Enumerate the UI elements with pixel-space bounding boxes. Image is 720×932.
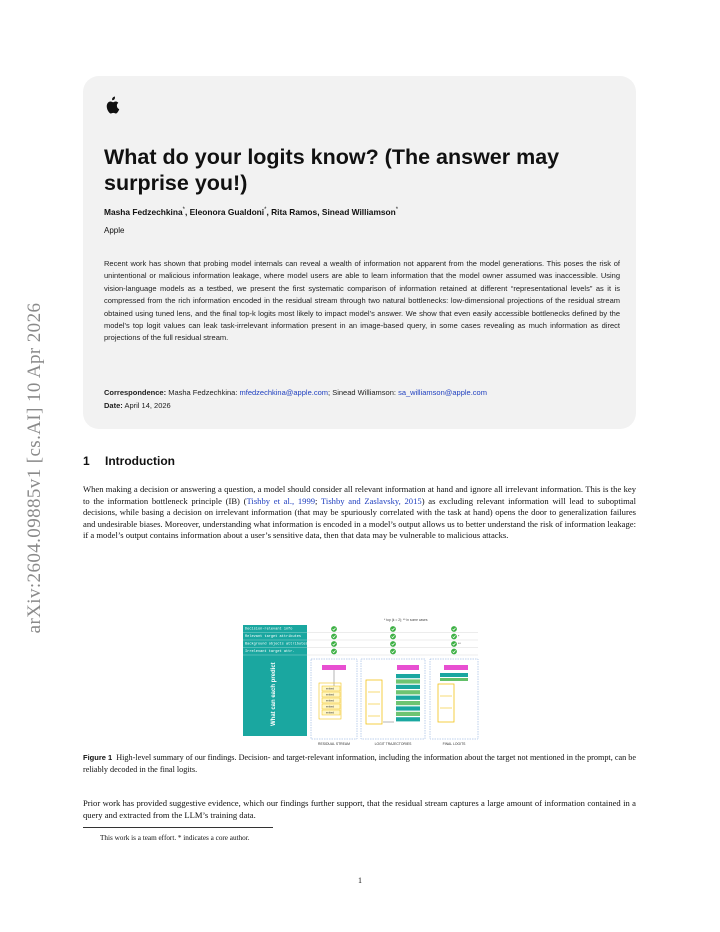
trajectory-bar: [396, 696, 420, 700]
check-icon: [331, 626, 337, 632]
figure-row-label: Irrelevant target attr.: [245, 650, 295, 654]
footnote: This work is a team effort. * indicates a core author.: [100, 834, 250, 842]
author-name: Masha Fedzechkina: [104, 207, 183, 217]
trajectory-bar: [396, 690, 420, 694]
header-box: [83, 76, 636, 429]
footnote-rule: [83, 827, 273, 828]
figure-row-label: Decision-relevant info: [245, 627, 293, 632]
check-icon: [451, 626, 457, 632]
stack-label: embed: [326, 693, 334, 697]
logit-trajectory-stack: [396, 674, 420, 721]
author-list: Masha Fedzechkina*, Eleonora Gualdoni*, Rita Ramos, Sinead Williamson*: [104, 207, 399, 217]
email-link[interactable]: sa_williamson@apple.com: [398, 388, 487, 397]
check-icon: [390, 649, 396, 655]
prior-work-paragraph: Prior work has provided suggestive evidence, which our findings further support, that the residual stream captures a large amount of information contained in a query and extracted from the LLM’s training data.: [83, 798, 636, 820]
check-icon: [331, 641, 337, 647]
figure-column-label: RESIDUAL STREAM: [318, 742, 350, 746]
figure-caption: Figure 1 High-level summary of our findings. Decision- and target-relevant information, including the information about the target not mentioned in the prompt, can be reliably decoded in the final logits.: [83, 753, 636, 774]
check-icon: [390, 634, 396, 640]
figure-side-label: What can each predict: [271, 662, 277, 726]
paper-title: What do your logits know? (The answer may surprise you!): [104, 145, 560, 195]
stack-label: embed: [326, 705, 334, 709]
affiliation: Apple: [104, 226, 125, 235]
trajectory-bar: [396, 701, 420, 705]
figure-column-label: LOGIT TRAJECTORIES: [374, 742, 412, 746]
trajectory-bar: [396, 679, 420, 683]
date-line: Date: April 14, 2026: [104, 401, 171, 410]
abstract: Recent work has shown that probing model internals can reveal a wealth of information not apparent from the model generations. This poses the risk of unintentional or malicious information leakage, where model users are able to learn information that the model owner assumed was inaccessible. Using vision-language models as a testbed, we present the first systematic comparison of information retained at different “representational levels” as it is compressed from the rich information encoded in the residual stream through two natural bottlenecks: low-dimensional projections of the residual stream obtained using tuned lens, and the final top-k logits most likely to impact model’s answer. We show that even easily accessible bottlenecks defined by the model’s top logit values can leak task-irrelevant information present in an image-based query, in some cases revealing as much information as direct projections of the full residual stream.: [104, 259, 620, 343]
check-icon: [331, 649, 337, 655]
stack-label: embed: [326, 687, 334, 691]
check-icon: [331, 634, 337, 640]
apple-logo-icon: [104, 96, 120, 114]
figure-cell-note: *: [458, 634, 460, 639]
page-number: 1: [358, 876, 362, 885]
trajectory-bar: [396, 685, 420, 689]
check-icon: [451, 649, 457, 655]
figure-column-label: FINAL LOGITS: [442, 742, 466, 746]
check-icon: [451, 641, 457, 647]
stack-label: embed: [326, 711, 334, 715]
correspondence-line: Correspondence: Masha Fedzechkina: mfedzechkina@apple.com; Sinead Williamson: sa_williamson@apple.com: [104, 388, 487, 397]
stack-label: embed: [326, 699, 334, 703]
trajectory-bar: [396, 712, 420, 716]
author-name: Eleonora Gualdoni: [189, 207, 265, 217]
figure-checks: [331, 626, 457, 654]
trajectory-bar: [396, 706, 420, 710]
check-icon: [390, 641, 396, 647]
citation-link[interactable]: Tishby et al., 1999: [246, 495, 316, 506]
check-icon: [390, 626, 396, 632]
citation-link[interactable]: Tishby and Zaslavsky, 2015: [320, 495, 422, 506]
figure-legend-note: * top (k = 2); ** in some cases: [384, 618, 428, 622]
arxiv-stamp: arXiv:2604.09885v1 [cs.AI] 10 Apr 2026: [24, 302, 45, 634]
figure-row-label: Background objects attributes: [245, 642, 308, 647]
author-name: Sinead Williamson: [321, 207, 396, 217]
author-name: Rita Ramos: [271, 207, 318, 217]
figure-label: Figure 1: [83, 753, 113, 762]
trajectory-bar: [396, 717, 420, 721]
email-link[interactable]: mfedzechkina@apple.com: [239, 388, 328, 397]
section-heading: 1 Introduction: [83, 454, 175, 468]
check-icon: [451, 634, 457, 640]
figure-row-label: Relevant target attributes: [245, 635, 302, 639]
figure-cell-note: **: [458, 642, 461, 646]
figure-1: [242, 612, 480, 747]
intro-paragraph: When making a decision or answering a question, a model should consider all relevant information at hand and ignore all irrelevant information. This is the key to the information bottleneck principle (IB) (Tishby et al., 1999; Tishby and Zaslavsky, 2015) as excluding relevant information will lead to suboptimal decisions, while basing a decision on irrelevant information (that may be spuriously correlated with the task at hand) opens the door to generalization failures and undesirable biases. Moreover, understanding what information is encoded in a model’s output allows us to better understand the risk of information leakage: if a model’s output contains information about a user’s sensitive data, then that data may be vulnerable to malicious attacks.: [83, 484, 637, 541]
trajectory-bar: [396, 674, 420, 678]
